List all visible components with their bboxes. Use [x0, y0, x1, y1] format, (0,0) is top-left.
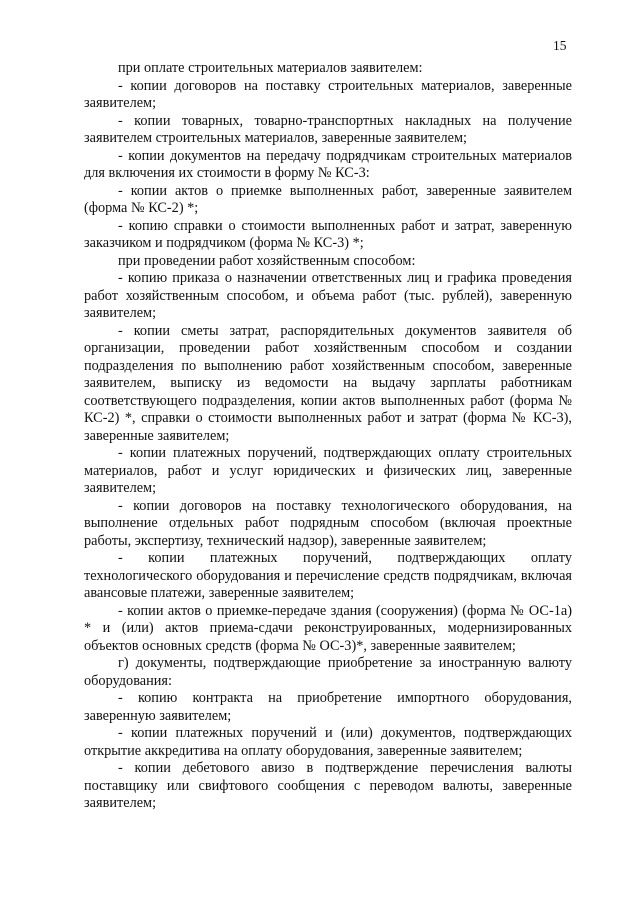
paragraph: - копии актов о приемке выполненных работ, заверенные заявителем (форма № КС-2) *; — [84, 182, 572, 216]
paragraph: - копии актов о приемке-передаче здания (сооружения) (форма № ОС-1а) * и (или) актов приема-сдачи реконструированных, модернизированных объектов основных средств (форма № ОС-3)*, заверенные заявителем; — [84, 602, 572, 654]
paragraph: - копии товарных, товарно-транспортных накладных на получение заявителем строительных материалов, заверенные заявителем; — [84, 112, 572, 146]
document-body — [84, 60, 572, 813]
page-number: 15 — [553, 38, 567, 53]
paragraph: - копии документов на передачу подрядчикам строительных материалов для включения их стоимости в форму № КС-3: — [84, 147, 572, 181]
paragraph: при оплате строительных материалов заявителем: — [118, 60, 423, 76]
paragraph: г) документы, подтверждающие приобретение за иностранную валюту оборудования: — [84, 655, 572, 689]
paragraph: при проведении работ хозяйственным способом: — [118, 252, 416, 269]
paragraph: - копии договоров на поставку технологического оборудования, на выполнение отдельных работ подрядным способом (включая проектные работы, экспертизу, технический надзор), заверенные заявителем; — [84, 497, 572, 549]
paragraph: - копию справки о стоимости выполненных работ и затрат, заверенную заказчиком и подрядчиком (форма № КС-3) *; — [84, 217, 572, 251]
paragraph: - копии договоров на поставку строительных материалов, заверенные заявителем; — [84, 77, 572, 111]
paragraph: - копии платежных поручений и (или) документов, подтверждающих открытие аккредитива на оплату оборудования, заверенные заявителем; — [84, 725, 572, 759]
paragraph: - копии сметы затрат, распорядительных документов заявителя об организации, проведении работ хозяйственным способом и создании подразделения по выполнению работ хозяйственным способом, заверенные заявителем, выписку из ведомости на выдачу зарплаты работникам соответствующего подразделения, копии актов выполненных работ (форма № КС-2) *, справки о стоимости выполненных работ и затрат (форма № КС-3), заверенные заявителем; — [84, 322, 572, 444]
paragraph: - копии платежных поручений, подтверждающих оплату технологического оборудования и перечисление средств подрядчикам, включая авансовые платежи, заверенные заявителем; — [84, 550, 572, 601]
paragraph: - копии платежных поручений, подтверждающих оплату строительных материалов, работ и услуг юридических и физических лиц, заверенные заявителем; — [84, 445, 572, 496]
paragraph: - копию приказа о назначении ответственных лиц и графика проведения работ хозяйственным способом, и объема работ (тыс. рублей), заверенную заявителем; — [84, 270, 572, 321]
paragraph: - копии дебетового авизо в подтверждение перечисления валюты поставщику или свифтового сообщения с переводом валюты, заверенные заявителем; — [84, 760, 572, 811]
paragraph: - копию контракта на приобретение импортного оборудования, заверенную заявителем; — [84, 690, 572, 724]
